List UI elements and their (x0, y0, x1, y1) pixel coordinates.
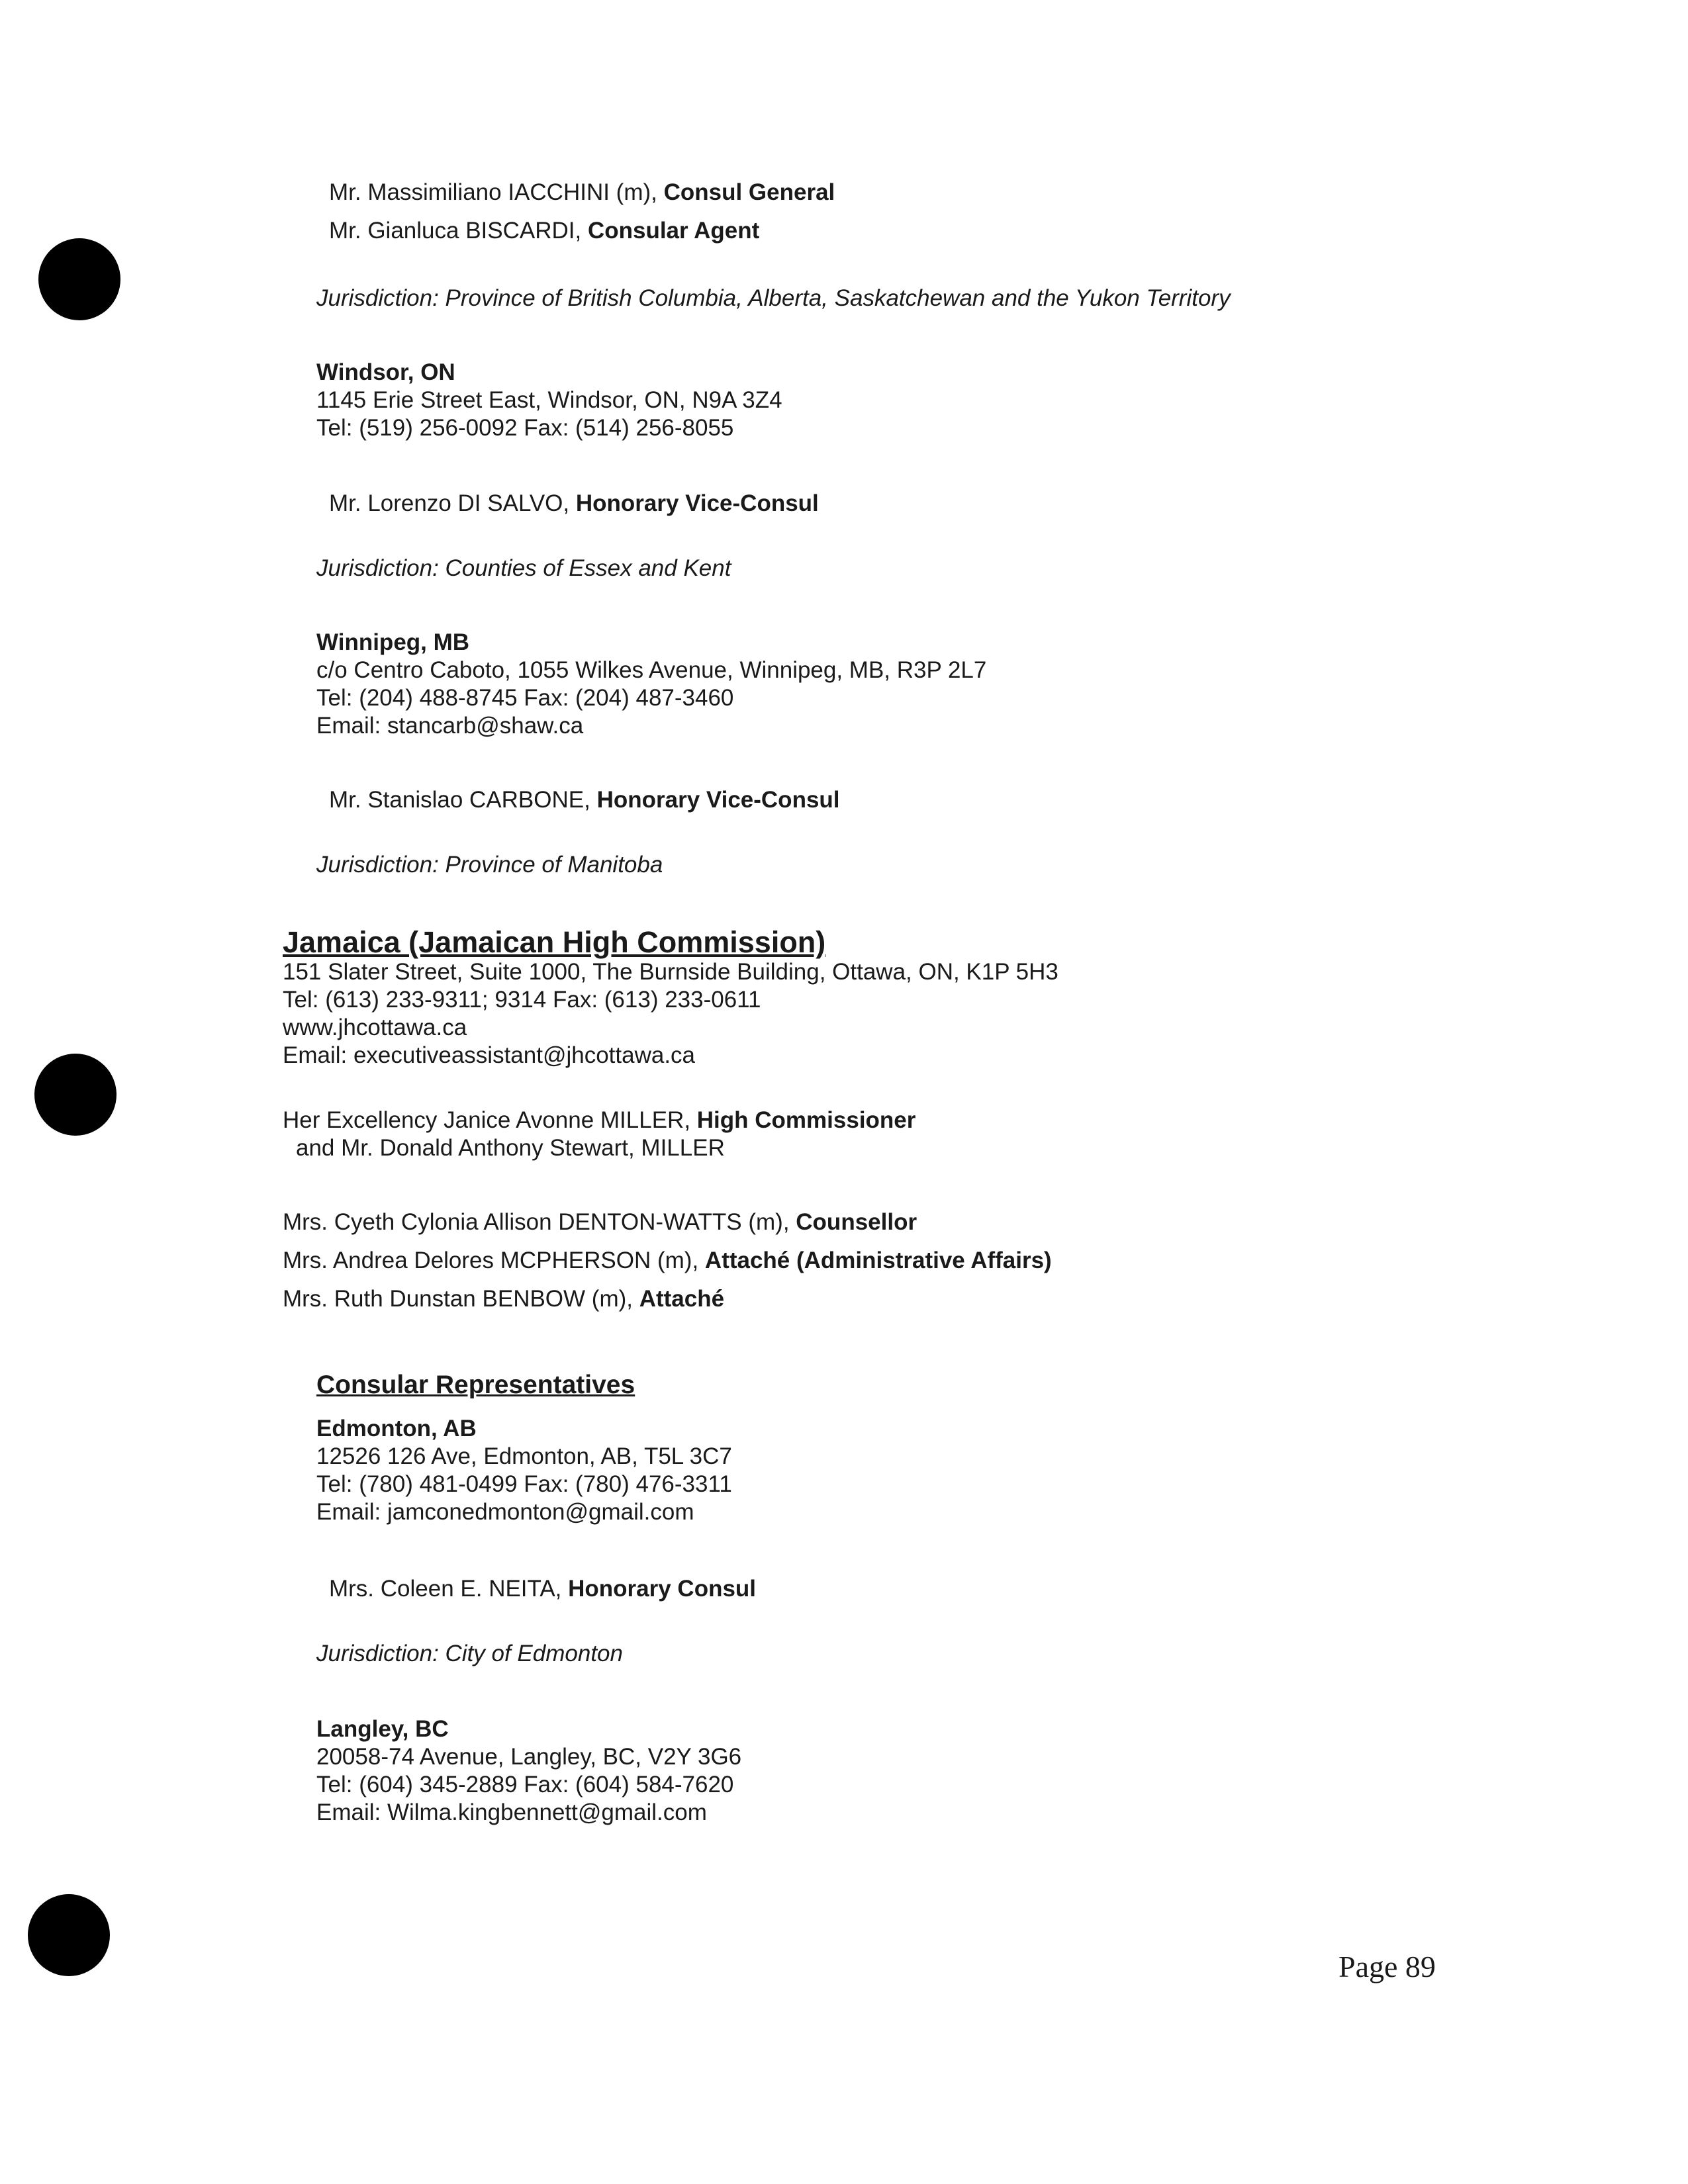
jurisdiction-text: Jurisdiction: Counties of Essex and Kent (316, 555, 731, 581)
spouse-line: and Mr. Donald Anthony Stewart, MILLER (296, 1135, 725, 1161)
office-city: Winnipeg, MB (316, 629, 470, 655)
mission-website: www.jhcottawa.ca (283, 1015, 467, 1040)
official-line (329, 490, 819, 518)
office-city: Langley, BC (316, 1716, 449, 1742)
official-title: Honorary Vice-Consul (575, 490, 819, 516)
page-number: Page 89 (1338, 1950, 1436, 1983)
office-tel-fax: Tel: (204) 488-8745 Fax: (204) 487-3460 (316, 685, 734, 711)
office-tel-fax: Tel: (519) 256-0092 Fax: (514) 256-8055 (316, 415, 734, 441)
official-title: Attaché (Administrative Affairs) (704, 1248, 1052, 1273)
official-name: Mrs. Coleen E. NEITA, (329, 1576, 569, 1602)
office-city: Windsor, ON (316, 359, 455, 385)
office-email: Email: stancarb@shaw.ca (316, 713, 584, 739)
official-title: Honorary Consul (568, 1576, 757, 1602)
office-address: 1145 Erie Street East, Windsor, ON, N9A 3Z4 (316, 387, 782, 413)
jurisdiction-text: Jurisdiction: Province of British Columbia, Alberta, Saskatchewan and the Yukon Territory (316, 285, 1231, 311)
office-address: 12526 126 Ave, Edmonton, AB, T5L 3C7 (316, 1443, 732, 1469)
official-line (329, 786, 840, 814)
staff-line (283, 1208, 917, 1236)
office-email: Email: jamconedmonton@gmail.com (316, 1499, 694, 1525)
official-name: Mrs. Andrea Delores MCPHERSON (m), (283, 1248, 705, 1273)
staff-line (283, 1285, 724, 1313)
official-title: Consul General (663, 179, 835, 205)
mission-address: 151 Slater Street, Suite 1000, The Burnside Building, Ottawa, ON, K1P 5H3 (283, 959, 1058, 985)
mission-email: Email: executiveassistant@jhcottawa.ca (283, 1042, 696, 1068)
mission-tel-fax: Tel: (613) 233-9311; 9314 Fax: (613) 233-0611 (283, 987, 761, 1013)
jurisdiction-text: Jurisdiction: City of Edmonton (316, 1641, 623, 1666)
jurisdiction-text: Jurisdiction: Province of Manitoba (316, 852, 663, 878)
official-title: Counsellor (796, 1209, 917, 1235)
official-name: Her Excellency Janice Avonne MILLER, (283, 1107, 697, 1133)
office-tel-fax: Tel: (780) 481-0499 Fax: (780) 476-3311 (316, 1471, 732, 1497)
official-title: High Commissioner (696, 1107, 916, 1133)
official-name: Mr. Lorenzo DI SALVO, (329, 490, 576, 516)
office-tel-fax: Tel: (604) 345-2889 Fax: (604) 584-7620 (316, 1772, 734, 1797)
official-name: Mr. Gianluca BISCARDI, (329, 218, 588, 244)
office-address: c/o Centro Caboto, 1055 Wilkes Avenue, Winnipeg, MB, R3P 2L7 (316, 657, 987, 683)
official-title: Consular Agent (587, 218, 760, 244)
official-title: Honorary Vice-Consul (596, 787, 840, 813)
official-line (329, 1575, 756, 1603)
punch-hole-middle (34, 1054, 117, 1136)
office-address: 20058-74 Avenue, Langley, BC, V2Y 3G6 (316, 1744, 742, 1770)
official-name: Mr. Massimiliano IACCHINI (m), (329, 179, 664, 205)
punch-hole-top (38, 238, 120, 320)
staff-line (283, 1247, 1052, 1275)
head-of-mission (283, 1107, 915, 1134)
official-name: Mrs. Ruth Dunstan BENBOW (m), (283, 1286, 639, 1312)
consular-heading: Consular Representatives (316, 1371, 635, 1399)
punch-hole-bottom (28, 1894, 110, 1976)
official-line (329, 179, 835, 206)
official-line (329, 217, 759, 245)
official-title: Attaché (639, 1286, 725, 1312)
office-email: Email: Wilma.kingbennett@gmail.com (316, 1799, 707, 1825)
office-city: Edmonton, AB (316, 1416, 477, 1441)
official-name: Mr. Stanislao CARBONE, (329, 787, 597, 813)
country-heading: Jamaica (Jamaican High Commission) (283, 925, 826, 959)
official-name: Mrs. Cyeth Cylonia Allison DENTON-WATTS (m), (283, 1209, 796, 1235)
